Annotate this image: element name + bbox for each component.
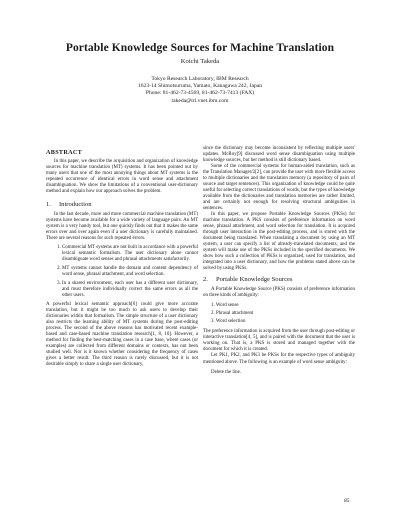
section-2-paragraph-2: The preference information is acquired from the user through post-editing or interactive translation[4, 5], and is paired with the document that the user is working on. That is, a PKS is stored and managed together with the document for which it is created. [203,329,355,353]
ambiguity-item: 1. Word sense [211,303,239,309]
reasons-list [46,245,198,299]
affiliation-block [0,76,400,105]
section-1-heading [46,202,198,208]
ambiguity-list [211,303,355,325]
section-1-number: 1. [46,201,51,209]
affiliation-lab: Tokyo Research Laboratory, IBM Research [151,76,249,82]
affiliation-email[interactable]: takeda@trl.vnet.ibm.com [171,97,229,104]
section-2-number: 2. [203,276,208,284]
right-column [203,146,355,376]
abstract-heading: ABSTRACT [46,149,83,156]
example-sentence: Delete the line. [211,369,242,375]
ambiguity-item: 3. Word selection [211,319,246,325]
affiliation-phone: Phone: 81-462-73-4569, 81-462-73-7413 (FAX) [145,90,255,97]
paper-author: Koichi Takeda [180,58,220,65]
section-2-paragraph-3: Let PK1, PK2, and PK3 be PKSs for the respective types of ambiguity mentioned above. The following is an example of word sense ambiguity: [203,353,355,365]
section-2-title: Portable Knowledge Sources [215,276,293,284]
affiliation-address: 1623-14 Shimotsuruma, Yamato, Kanagawa 242, Japan [137,83,263,90]
intro-paragraph-1: In the last decade, more and more commercial machine translation (MT) systems have become available for a wide variety of language pairs. An MT system is a very handy tool, but one quickly finds out that it makes the same errors over and over again even if a user dictionary is carefully maintained. There are several reasons for such repeated errors. [46,212,198,242]
reason-item: 2. MT systems cannot handle the domain and content dependency of word sense, phrasal attachment, and word selection. [62,266,198,278]
right-paragraph-2: Some of the commercial systems for human-aided translation, such as the Translation Manager/2[2], can provide the user with more flexible access to multiple dictionaries and the translation memory (a repository of pairs of source and target sentences). This organization of knowledge could be quite useful for selecting correct translations of words, but the types of knowledge available from the dictionaries and translation memories are rather limited, and are certainly not enough for resolving structural ambiguities in sentences. [203,164,355,212]
abstract-text: In this paper, we describe the acquisition and organization of knowledge sources for machine translation (MT) systems. It has been pointed out by many users that one of the most annoying things about MT systems is the repeated occurrence of identical errors in word sense and attachment disambiguation. We show the limitations of a conventional user-dictionary method and explain how our approach solves the problem. [46,159,198,195]
reason-item: 1. Commercial MT systems are not built in accordance with a powerful lexical semantic formalism. The user dictionary alone cannot disambiguate word senses and phrasal attachments satisfactorily. [62,245,198,263]
reason-item: 3. In a shared environment, each user has a different user dictionary, and must therefore individually correct the same errors as all the other users. [62,281,198,299]
right-paragraph-1: since the dictionary may become inconsistent by reflecting multiple users' updates. McRoy[9] discussed word sense disambiguation using multiple knowledge sources, but her method is still dictionary based. [203,146,355,164]
left-column [46,150,198,369]
page-number: 85 [344,498,350,504]
section-1-title: Introduction [58,201,92,209]
ambiguity-item: 2. Phrasal attachment [211,311,254,317]
paper-title: Portable Knowledge Sources for Machine Translation [65,42,335,54]
intro-paragraph-2: A powerful lexical semantic approach[6] could give more accurate translation, but it might be too much to ask users to develop their dictionaries within that formalism. The simple structure of a user dictionary also restricts the learning ability of MT systems during the post-editing process. The second of the above reasons has motivated recent example-based and case-based machine translation research[1, 8, 10]. However, a method for finding the best-matching cases in a case base, where cases (or examples) are collected from different domains or contexts, has not been studied well. Nor is it known whether considering the frequency of cases gives a better result. The third reason is rarely discussed, but it is not desirable simply to share a single user dictionary, [46,302,198,368]
section-2-heading [203,277,355,283]
right-paragraph-3: In this paper, we propose Portable Knowledge Sources (PKSs) for machine translation. A PKS consists of preference information on word sense, phrasal attachment, and word selection for translation. It is acquired through user interaction in the post-editing process, and is stored with the document being translated. When translating a document by using an MT system, a user can specify a list of already-translated documents, and the system will make use of the PKSs included in the specified documents. We show how such a collection of PKSs is organized, used for translation, and integrated into a user dictionary, and how the problems stated above can be solved by using PKSs. [203,212,355,272]
section-2-paragraph-1: A Portable Knowledge Source (PKS) consists of preference information on three kinds of ambiguity: [203,287,355,299]
